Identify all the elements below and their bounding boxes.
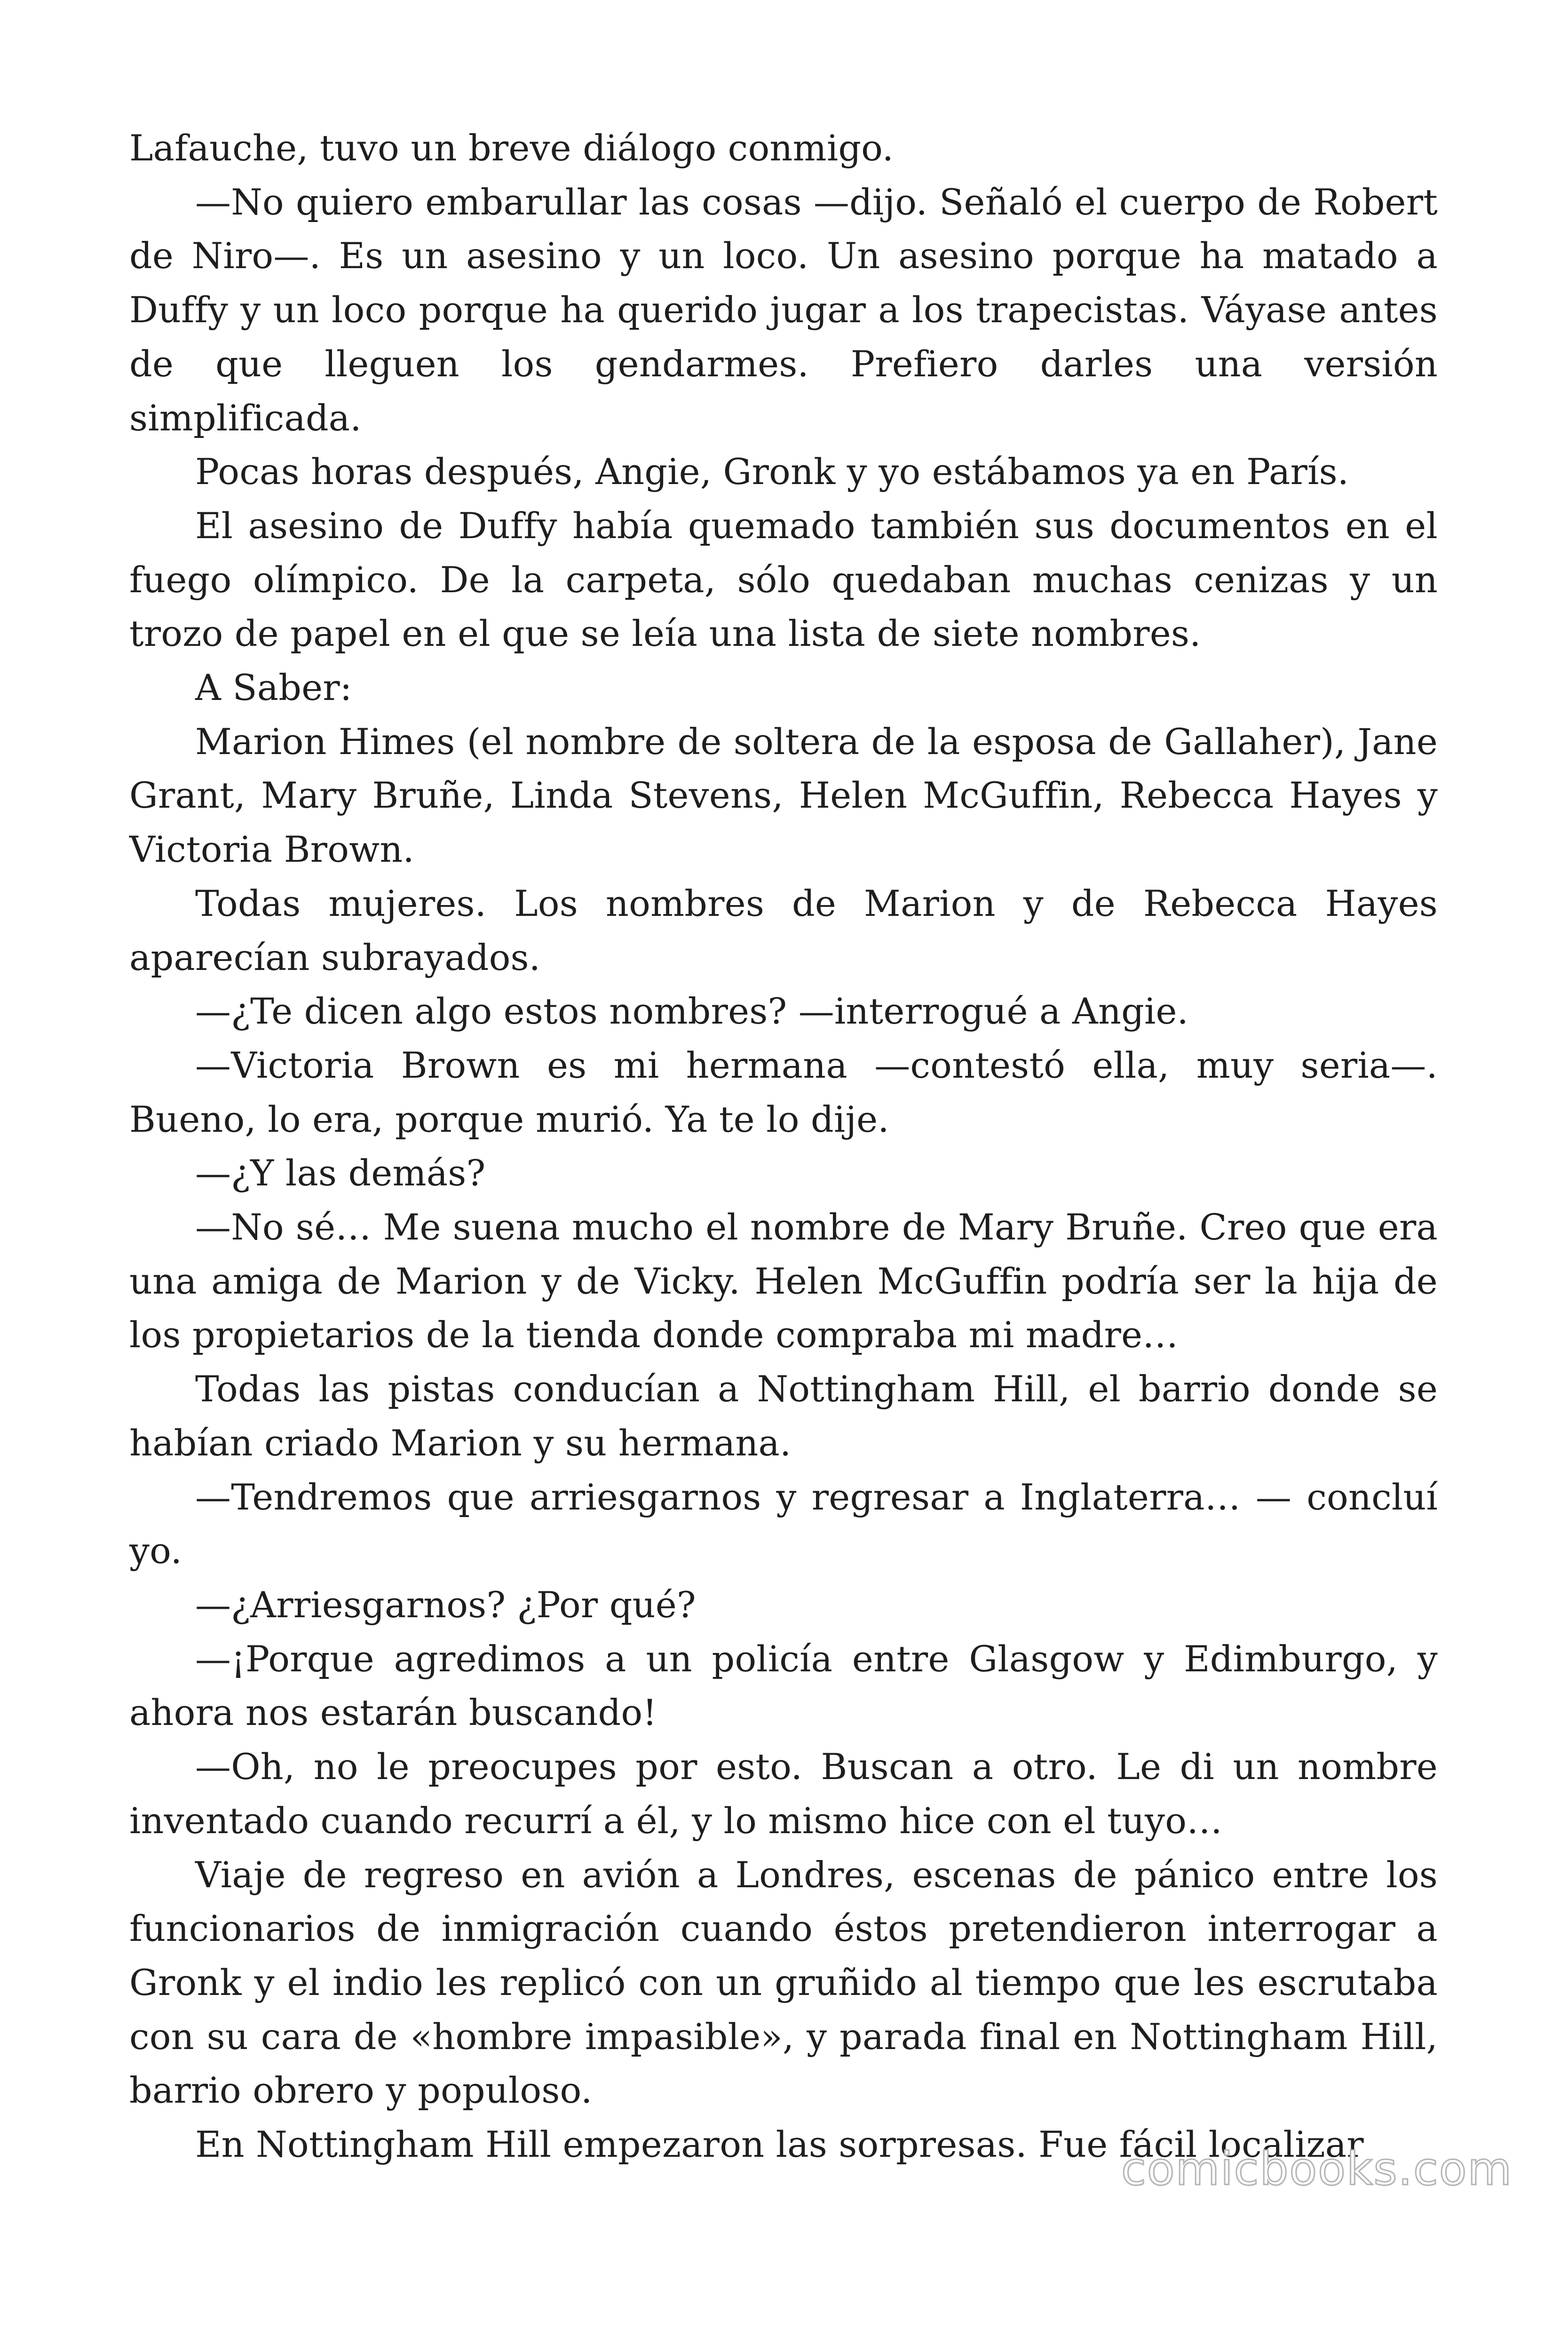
paragraph-10: —¿Y las demás?	[195, 1152, 486, 1194]
paragraph-13: —Tendremos que arriesgarnos y regresar a Inglaterra… — concluí yo.	[129, 1476, 1438, 1572]
paragraph-14: —¿Arriesgarnos? ¿Por qué?	[195, 1583, 696, 1626]
paragraph-11: —No sé… Me suena mucho el nombre de Mary Bruñe. Creo que era una amiga de Marion y de Vicky. Helen McGuffin podría ser la hija de los propietarios de la tienda donde compraba mi madre…	[129, 1206, 1438, 1356]
paragraph-3: Pocas horas después, Angie, Gronk y yo estábamos ya en París.	[195, 451, 1349, 493]
paragraph-5: A Saber:	[195, 667, 352, 709]
paragraph-12: Todas las pistas conducían a Nottingham Hill, el barrio donde se habían criado Marion y su hermana.	[129, 1368, 1438, 1464]
paragraph-1: Lafauche, tuvo un breve diálogo conmigo.	[129, 127, 894, 169]
body-text	[129, 121, 1438, 2172]
paragraph-9: —Victoria Brown es mi hermana —contestó ella, muy seria—. Bueno, lo era, porque murió. Ya te lo dije.	[129, 1044, 1438, 1140]
paragraph-15: —¡Porque agredimos a un policía entre Glasgow y Edimburgo, y ahora nos estarán buscando!	[129, 1637, 1438, 1734]
paragraph-16: —Oh, no le preocupes por esto. Buscan a otro. Le di un nombre inventado cuando recurrí a él, y lo mismo hice con el tuyo…	[129, 1746, 1438, 1842]
paragraph-18: En Nottingham Hill empezaron las sorpresas. Fue fácil localizar	[195, 2123, 1364, 2166]
watermark: comicbooks.com	[1121, 2143, 1513, 2195]
paragraph-6: Marion Himes (el nombre de soltera de la esposa de Gallaher), Jane Grant, Mary Bruñe, Linda Stevens, Helen McGuffin, Rebecca Hayes y Victoria Brown.	[129, 720, 1438, 871]
paragraph-8: —¿Te dicen algo estos nombres? —interrogué a Angie.	[195, 990, 1189, 1033]
paragraph-17: Viaje de regreso en avión a Londres, escenas de pánico entre los funcionarios de inmigración cuando éstos pretendieron interrogar a Gronk y el indio les replicó con un gruñido al tiempo que les escrutaba con su cara de «hombre impasible», y parada final en Nottingham Hill, barrio obrero y populoso.	[129, 1853, 1438, 2112]
paragraph-7: Todas mujeres. Los nombres de Marion y de Rebecca Hayes aparecían subrayados.	[129, 882, 1438, 978]
paragraph-2: —No quiero embarullar las cosas —dijo. Señaló el cuerpo de Robert de Niro—. Es un asesino y un loco. Un asesino porque ha matado a Duffy y un loco porque ha querido jugar a los trapecistas. Váyase antes de que lleguen los gendarmes. Prefiero darles una versión simplificada.	[129, 181, 1438, 439]
paragraph-4: El asesino de Duffy había quemado también sus documentos en el fuego olímpico. De la carpeta, sólo quedaban muchas cenizas y un trozo de papel en el que se leía una lista de siete nombres.	[129, 504, 1438, 655]
